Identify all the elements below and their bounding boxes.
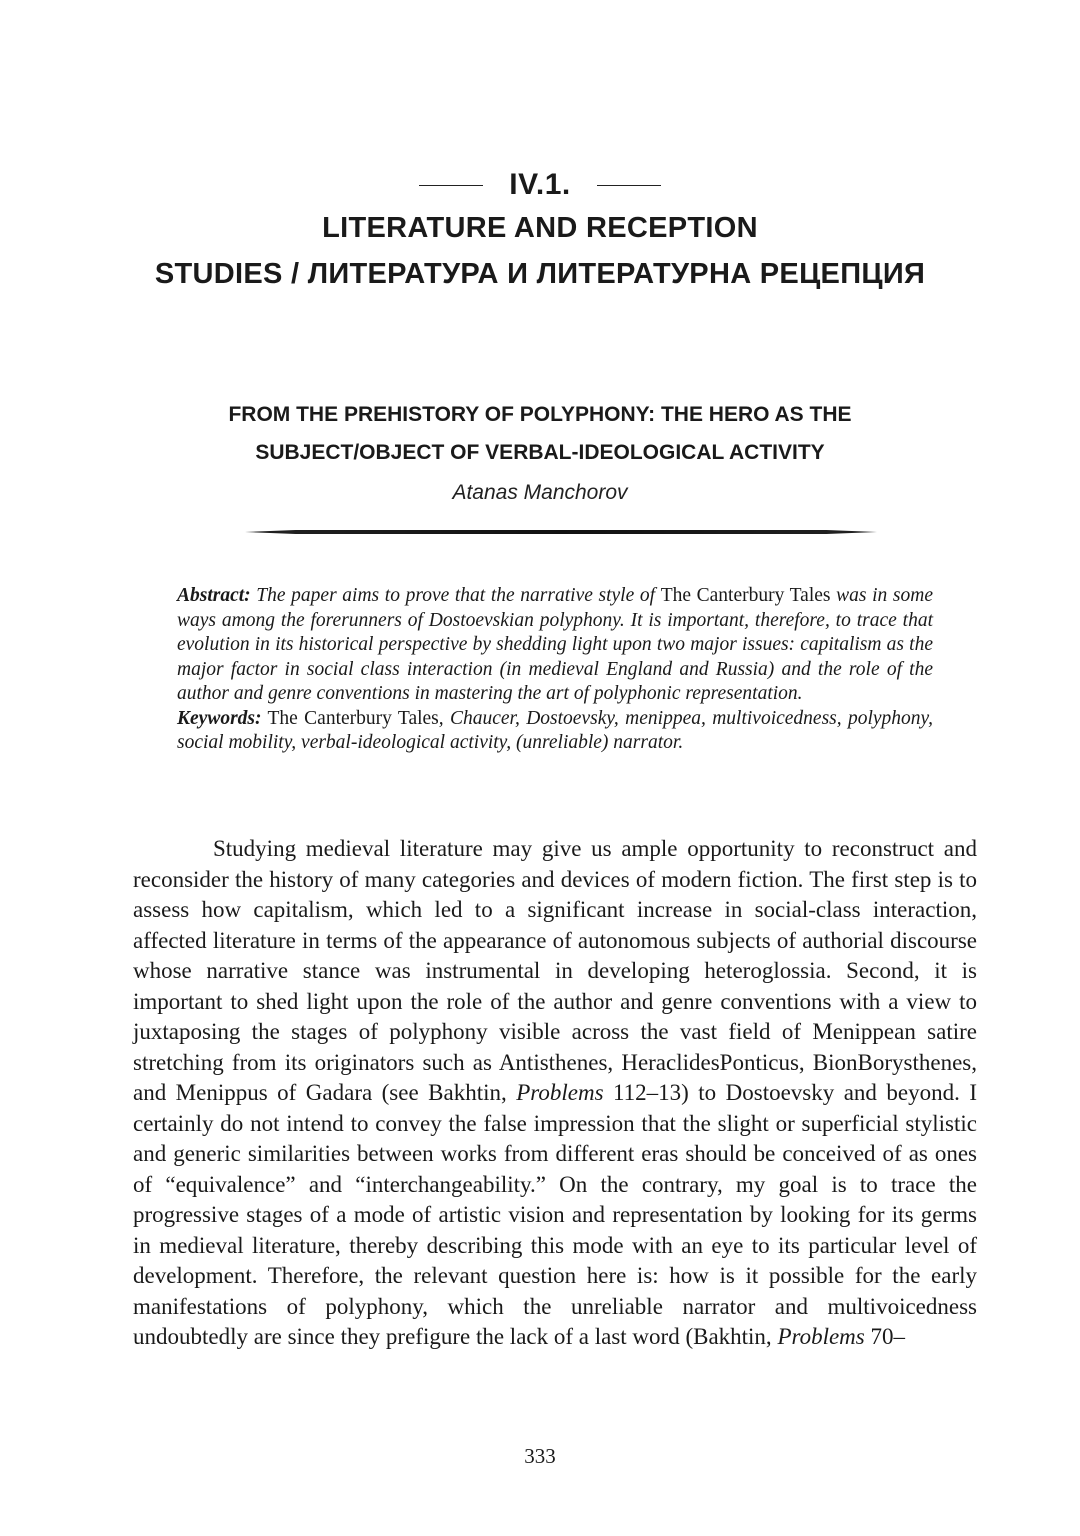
paper-title-line-2: SUBJECT/OBJECT OF VERBAL-IDEOLOGICAL ACTIVITY — [255, 441, 825, 464]
section-title-line-2: STUDIES / ЛИТЕРАТУРА И ЛИТЕРАТУРНА РЕЦЕПЦИЯ — [154, 258, 926, 290]
body-paragraph — [133, 834, 977, 1353]
abstract-work-title: The Canterbury Tales — [660, 585, 831, 606]
abstract-text-a: The paper aims to prove that the narrative style of — [250, 585, 661, 606]
body-part-2: 112–13) to Dostoevsky and beyond. I certainly do not intend to convey the false impression that the slight or superficial stylistic and generic similarities between works from different eras should be conceived of as ones of “equivalence” and “interchangeability.” On the contrary, my goal is to trace the progressive stages of a mode of artistic vision and representation by looking for its germs in medieval literature, thereby describing this mode with an eye to its particular level of development. Therefore, the relevant question here is: how is it possible for the early manifestations of polyphony, which the unreliable narrator and multivoicedness undoubtedly are since they prefigure the lack of a last word (Bakhtin, — [133, 1080, 977, 1349]
body-text — [133, 834, 977, 1353]
abstract — [177, 584, 933, 707]
paper-title — [120, 396, 960, 472]
paper-title-line-1: FROM THE PREHISTORY OF POLYPHONY: THE HERO AS THE — [228, 403, 852, 426]
abstract-block — [177, 584, 933, 756]
abstract-label: Abstract: — [177, 585, 251, 606]
page-number: 333 — [524, 1444, 556, 1468]
title-divider — [245, 530, 877, 534]
section-number: IV.1. — [509, 168, 571, 201]
abstract-text-b: was in some ways among the forerunners of Dostoevskian polyphony. It is important, therefore, to trace that evolution in its historical perspective by shedding light upon two major issues: capitalism as the major factor in social class interaction (in medieval England and Russia) and the role of the author and genre conventions in mastering the art of polyphonic representation. — [177, 585, 933, 704]
section-heading — [0, 168, 1080, 202]
body-citation-1: Problems — [516, 1080, 604, 1105]
keywords-list: , Chaucer, Dostoevsky, menippea, multivoicedness, polyphony, social mobility, verbal-ideological activity, (unreliable) narrator. — [177, 707, 934, 753]
keywords-label: Keywords: — [177, 707, 262, 729]
body-part-1: Studying medieval literature may give us ample opportunity to reconstruct and reconsider the history of many categories and devices of modern fiction. The first step is to assess how capitalism, which led to a significant increase in social-class interaction, affected literature in terms of the appearance of autonomous subjects of authorial discourse whose narrative stance was instrumental in developing heteroglossia. Second, it is important to shed light upon the role of the author and genre conventions with a view to juxtaposing the stages of polyphony visible across the vast field of Menippean satire stretching from its originators such as Antisthenes, HeraclidesPonticus, BionBorysthenes, and Menippus of Gadara (see Bakhtin, — [133, 836, 977, 1105]
keywords-work-title: The Canterbury Tales — [261, 707, 439, 729]
author-name: Atanas Manchorov — [452, 481, 628, 504]
section-title-line-1: LITERATURE AND RECEPTION — [322, 212, 758, 244]
body-part-3: 70– — [864, 1324, 905, 1349]
section-title — [0, 205, 1080, 297]
decorative-rule-right — [597, 185, 661, 186]
decorative-rule-left — [419, 185, 483, 186]
keywords — [177, 707, 933, 756]
body-citation-2: Problems — [777, 1324, 865, 1349]
